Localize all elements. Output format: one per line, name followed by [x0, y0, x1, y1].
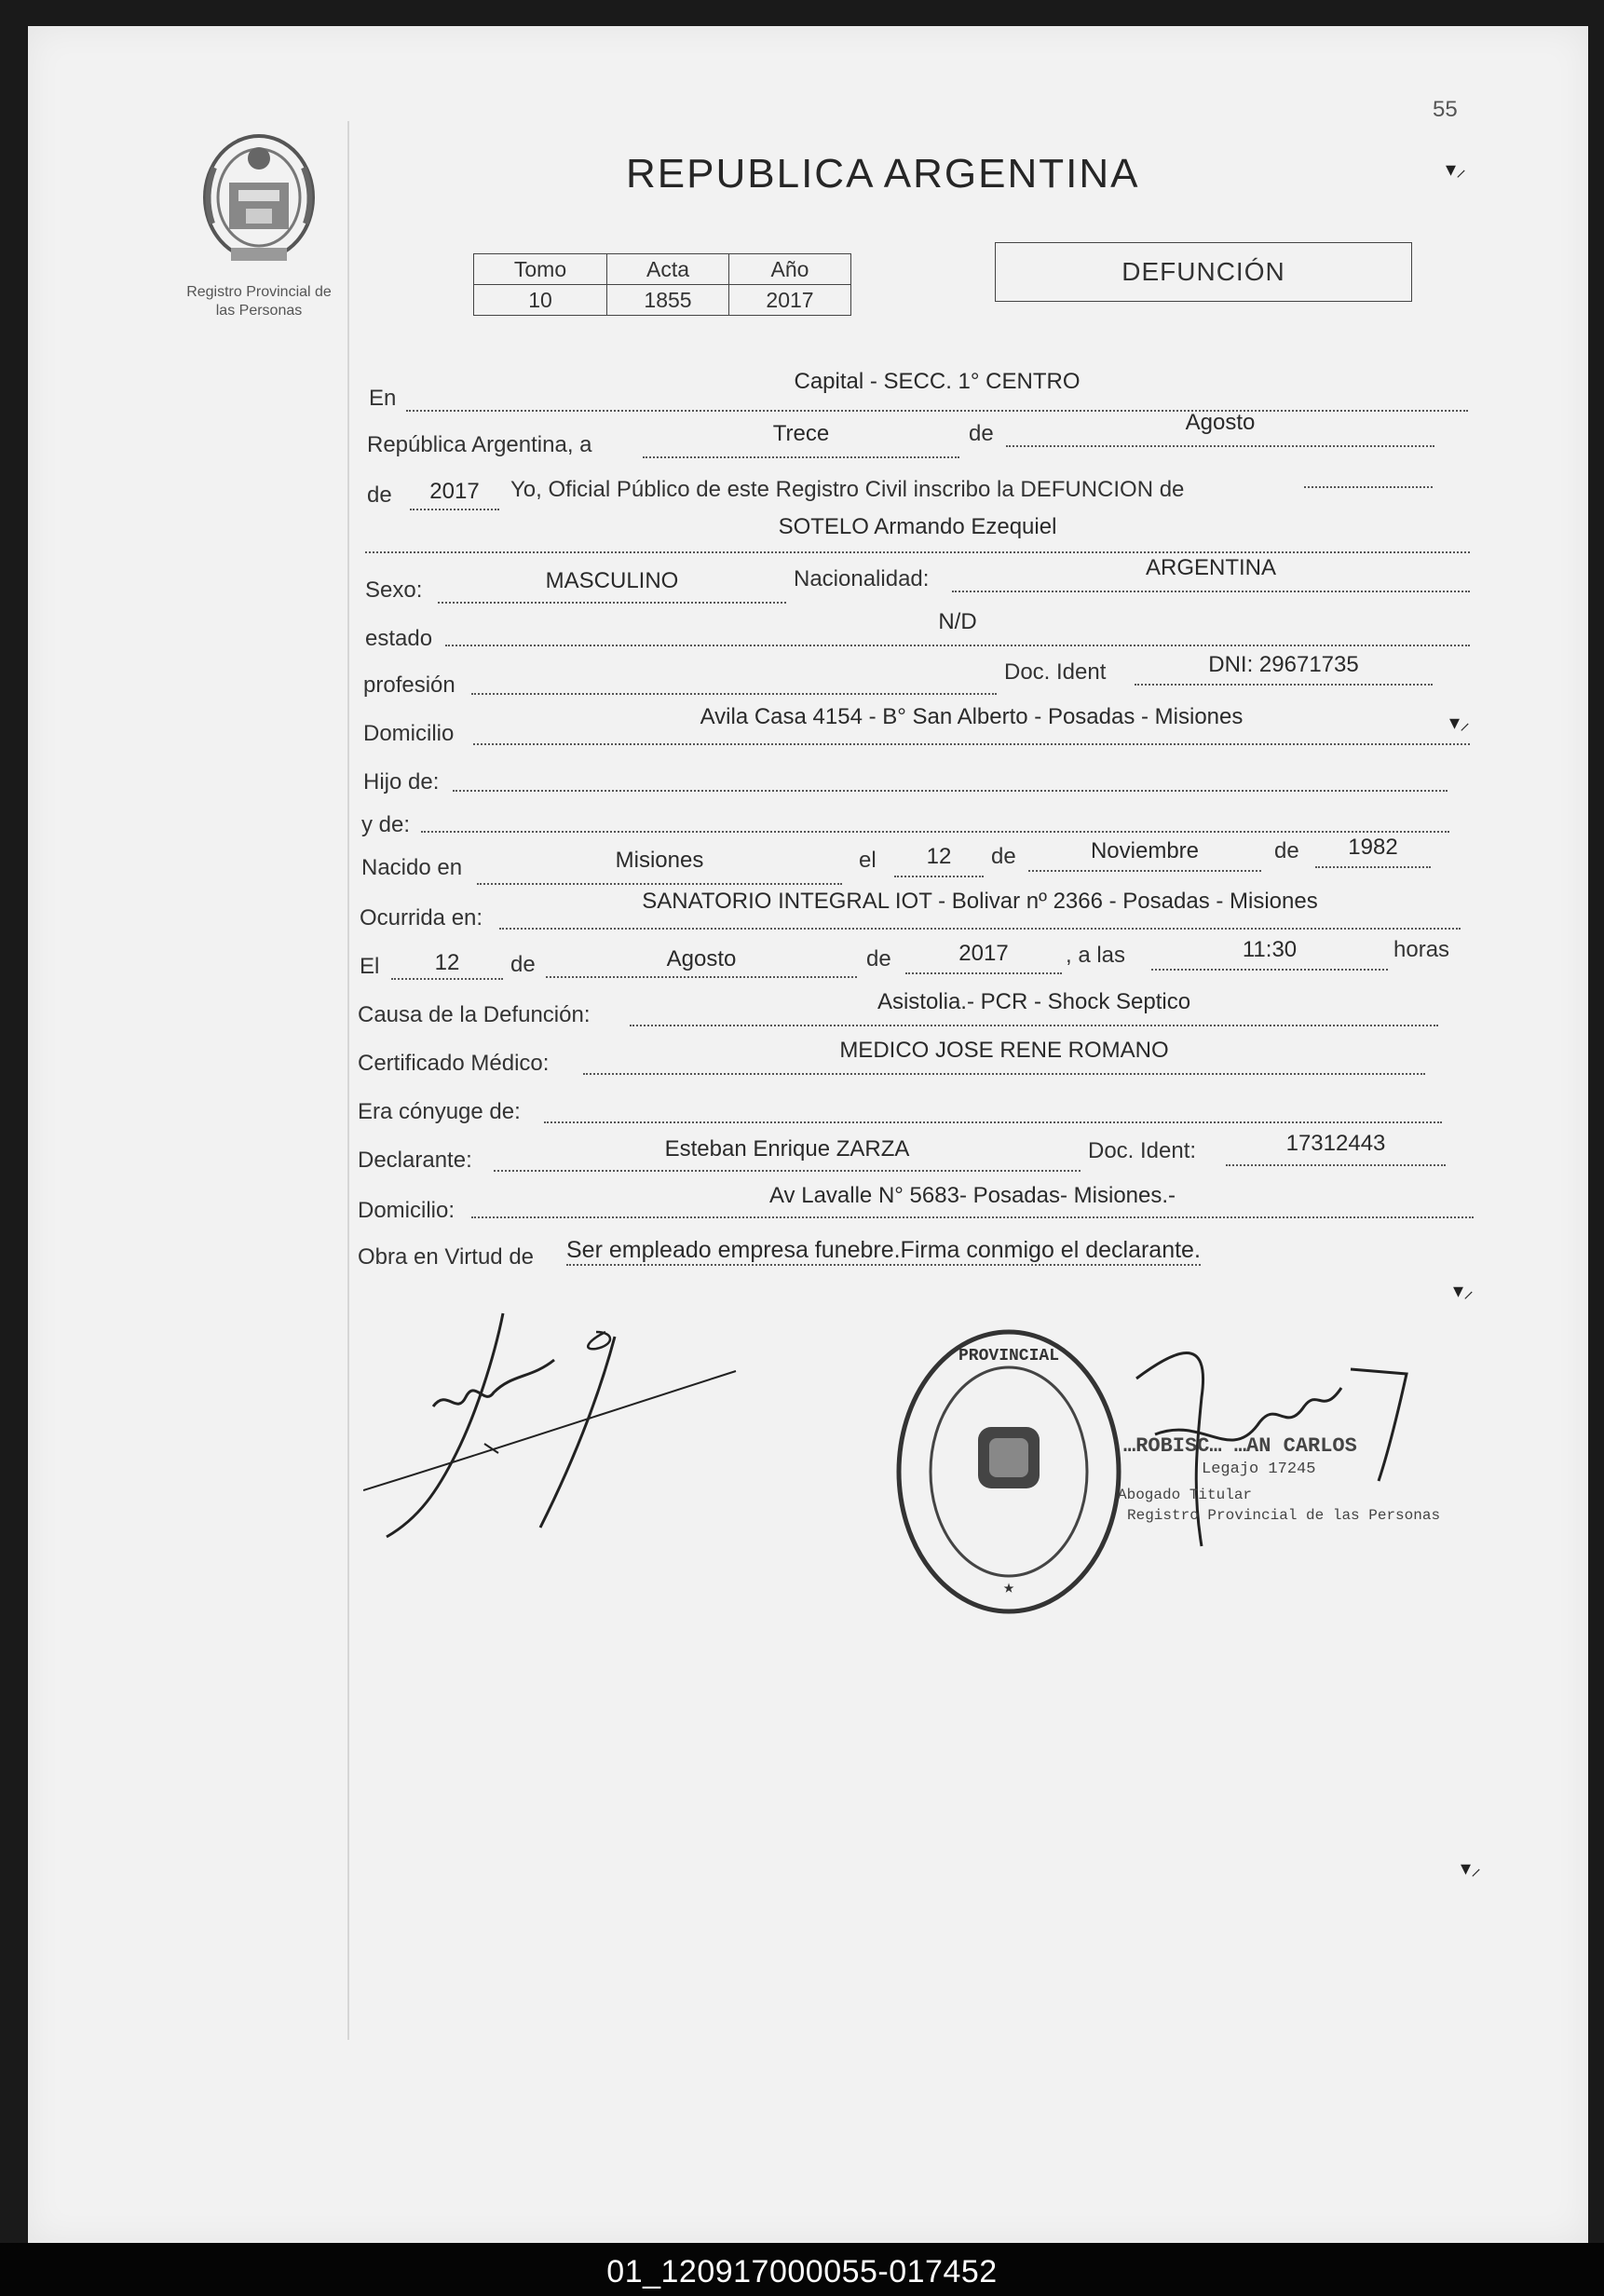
nac-anio-value: 1982 [1348, 835, 1398, 860]
hijo-dots [453, 790, 1448, 792]
y-de-dots [421, 831, 1449, 833]
acta-header: Acta [607, 254, 729, 285]
sexo-value: MASCULINO [545, 568, 679, 593]
official-title: Abogado Titular [1118, 1487, 1253, 1503]
horas-label: horas [1393, 937, 1450, 962]
deceased-name: SOTELO Armando Ezequiel [778, 514, 1057, 539]
tomo-value: 10 [474, 285, 607, 316]
def-hora-dots [1151, 969, 1388, 971]
nac-dia-value: 12 [926, 844, 952, 869]
nac-anio-dots [1315, 866, 1431, 868]
a-las-label: , a las [1066, 943, 1126, 968]
official-seal-icon [892, 1323, 1125, 1621]
def-anio-value: 2017 [958, 941, 1009, 966]
mes-value: Agosto [1185, 410, 1256, 435]
domicilio2-label: Domicilio: [358, 1198, 455, 1223]
certificado-value: MEDICO JOSE RENE ROMANO [839, 1038, 1169, 1063]
nacido-label: Nacido en [361, 855, 463, 880]
estado-label: estado [365, 626, 433, 651]
domicilio2-value: Av Lavalle N° 5683- Posadas- Misiones.- [768, 1183, 1176, 1208]
nacionalidad-dots [952, 591, 1470, 592]
doc2-value: 17312443 [1285, 1131, 1386, 1156]
y-de-label: y de: [361, 812, 411, 837]
doc2-label: Doc. Ident: [1088, 1138, 1197, 1163]
svg-text:★: ★ [1002, 1578, 1015, 1599]
certificado-label: Certificado Médico: [358, 1051, 550, 1076]
corner-mark: ▾⸝ [1446, 157, 1467, 181]
mes-dots [1006, 445, 1434, 447]
official-office: Registro Provincial de las Personas [1127, 1507, 1441, 1524]
sexo-dots [438, 602, 786, 604]
de4-label: de [1274, 838, 1299, 863]
anio-value: 2017 [429, 479, 480, 504]
estado-dots [445, 645, 1470, 646]
conyuge-label: Era cónyuge de: [358, 1099, 521, 1124]
de5-label: de [510, 952, 536, 977]
anio-value: 2017 [729, 285, 851, 316]
declarante-label: Declarante: [358, 1148, 472, 1173]
tomo-header: Tomo [474, 254, 607, 285]
inscribo-dots [1304, 486, 1433, 488]
nacido-value: Misiones [615, 848, 704, 873]
de-label: de [969, 421, 994, 446]
causa-label: Causa de la Defunción: [358, 1002, 591, 1027]
en-label: En [369, 386, 397, 411]
nacionalidad-label: Nacionalidad: [794, 566, 930, 591]
certificado-dots [583, 1073, 1425, 1075]
nac-mes-dots [1028, 870, 1261, 872]
obra-value: Ser empleado empresa funebre.Firma conmigo el declarante. [566, 1237, 1201, 1266]
el-label: el [859, 848, 877, 873]
acta-value: 1855 [607, 285, 729, 316]
official-name: …ROBISC… …AN CARLOS [1123, 1434, 1357, 1458]
doc-ident-value: DNI: 29671735 [1208, 652, 1359, 677]
def-anio-dots [905, 972, 1062, 974]
domicilio-value: Avila Casa 4154 - B° San Alberto - Posadas - Misiones [700, 704, 1244, 729]
doc-ident-dots [1135, 684, 1433, 686]
estado-value: N/D [938, 609, 977, 634]
official-legajo: Legajo 17245 [1202, 1460, 1316, 1478]
def-mes-dots [546, 976, 857, 978]
conyuge-dots [544, 1121, 1442, 1123]
def-hora-value: 11:30 [1242, 937, 1298, 962]
act-type-box: DEFUNCIÓN [995, 242, 1412, 302]
emblem-caption-line: las Personas [215, 303, 303, 319]
nac-mes-value: Noviembre [1090, 838, 1200, 863]
ocurrida-dots [499, 928, 1461, 930]
page-title: REPUBLICA ARGENTINA [626, 151, 1140, 197]
declarant-signature [363, 1304, 754, 1556]
nacionalidad-value: ARGENTINA [1145, 555, 1276, 580]
page-number: 55 [1433, 97, 1458, 122]
corner-mark: ▾⸝ [1449, 711, 1471, 734]
ocurrida-label: Ocurrida en: [360, 905, 483, 931]
republica-label: República Argentina, a [367, 432, 592, 457]
def-mes-value: Agosto [666, 946, 737, 971]
profesion-dots [471, 693, 997, 695]
corner-mark: ▾⸝ [1461, 1856, 1482, 1880]
el2-label: El [360, 954, 380, 979]
profesion-label: profesión [363, 672, 455, 698]
causa-value: Asistolia.- PCR - Shock Septico [877, 989, 1191, 1014]
ocurrida-value: SANATORIO INTEGRAL IOT - Bolivar nº 2366 - Posadas - Misiones [642, 889, 1318, 914]
nac-dia-dots [894, 876, 984, 877]
provincial-emblem-icon [194, 130, 324, 270]
domicilio-dots [473, 743, 1470, 745]
dia-dots [643, 456, 959, 458]
doc-ident-label: Doc. Ident [1004, 659, 1107, 685]
nacido-dots [477, 883, 842, 885]
margin-line [347, 121, 349, 2040]
emblem-caption [156, 283, 361, 320]
def-dia-dots [391, 978, 503, 980]
de3-label: de [991, 844, 1016, 869]
emblem-caption-line: Registro Provincial de [186, 284, 332, 300]
domicilio-label: Domicilio [363, 721, 455, 746]
causa-dots [630, 1025, 1438, 1026]
declarante-dots [494, 1170, 1081, 1172]
file-id: 01_120917000055-017452 [606, 2254, 998, 2289]
sexo-label: Sexo: [365, 577, 423, 603]
corner-mark: ▾⸝ [1453, 1279, 1475, 1302]
anio-dots [410, 509, 499, 510]
domicilio2-dots [471, 1216, 1474, 1218]
dia-value: Trece [772, 421, 830, 446]
declarante-value: Esteban Enrique ZARZA [664, 1136, 910, 1162]
inscribo-text: Yo, Oficial Público de este Registro Civil inscribo la DEFUNCION de [510, 477, 1185, 502]
en-value: Capital - SECC. 1° CENTRO [794, 369, 1081, 394]
svg-text:PROVINCIAL: PROVINCIAL [958, 1347, 1060, 1365]
register-table [473, 253, 851, 316]
obra-label: Obra en Virtud de [358, 1244, 535, 1270]
hijo-label: Hijo de: [363, 769, 440, 795]
de6-label: de [866, 946, 891, 971]
anio-header: Año [729, 254, 851, 285]
def-dia-value: 12 [434, 950, 460, 975]
de2-label: de [367, 482, 392, 508]
nombre-dots [365, 551, 1470, 553]
doc2-dots [1226, 1164, 1446, 1166]
